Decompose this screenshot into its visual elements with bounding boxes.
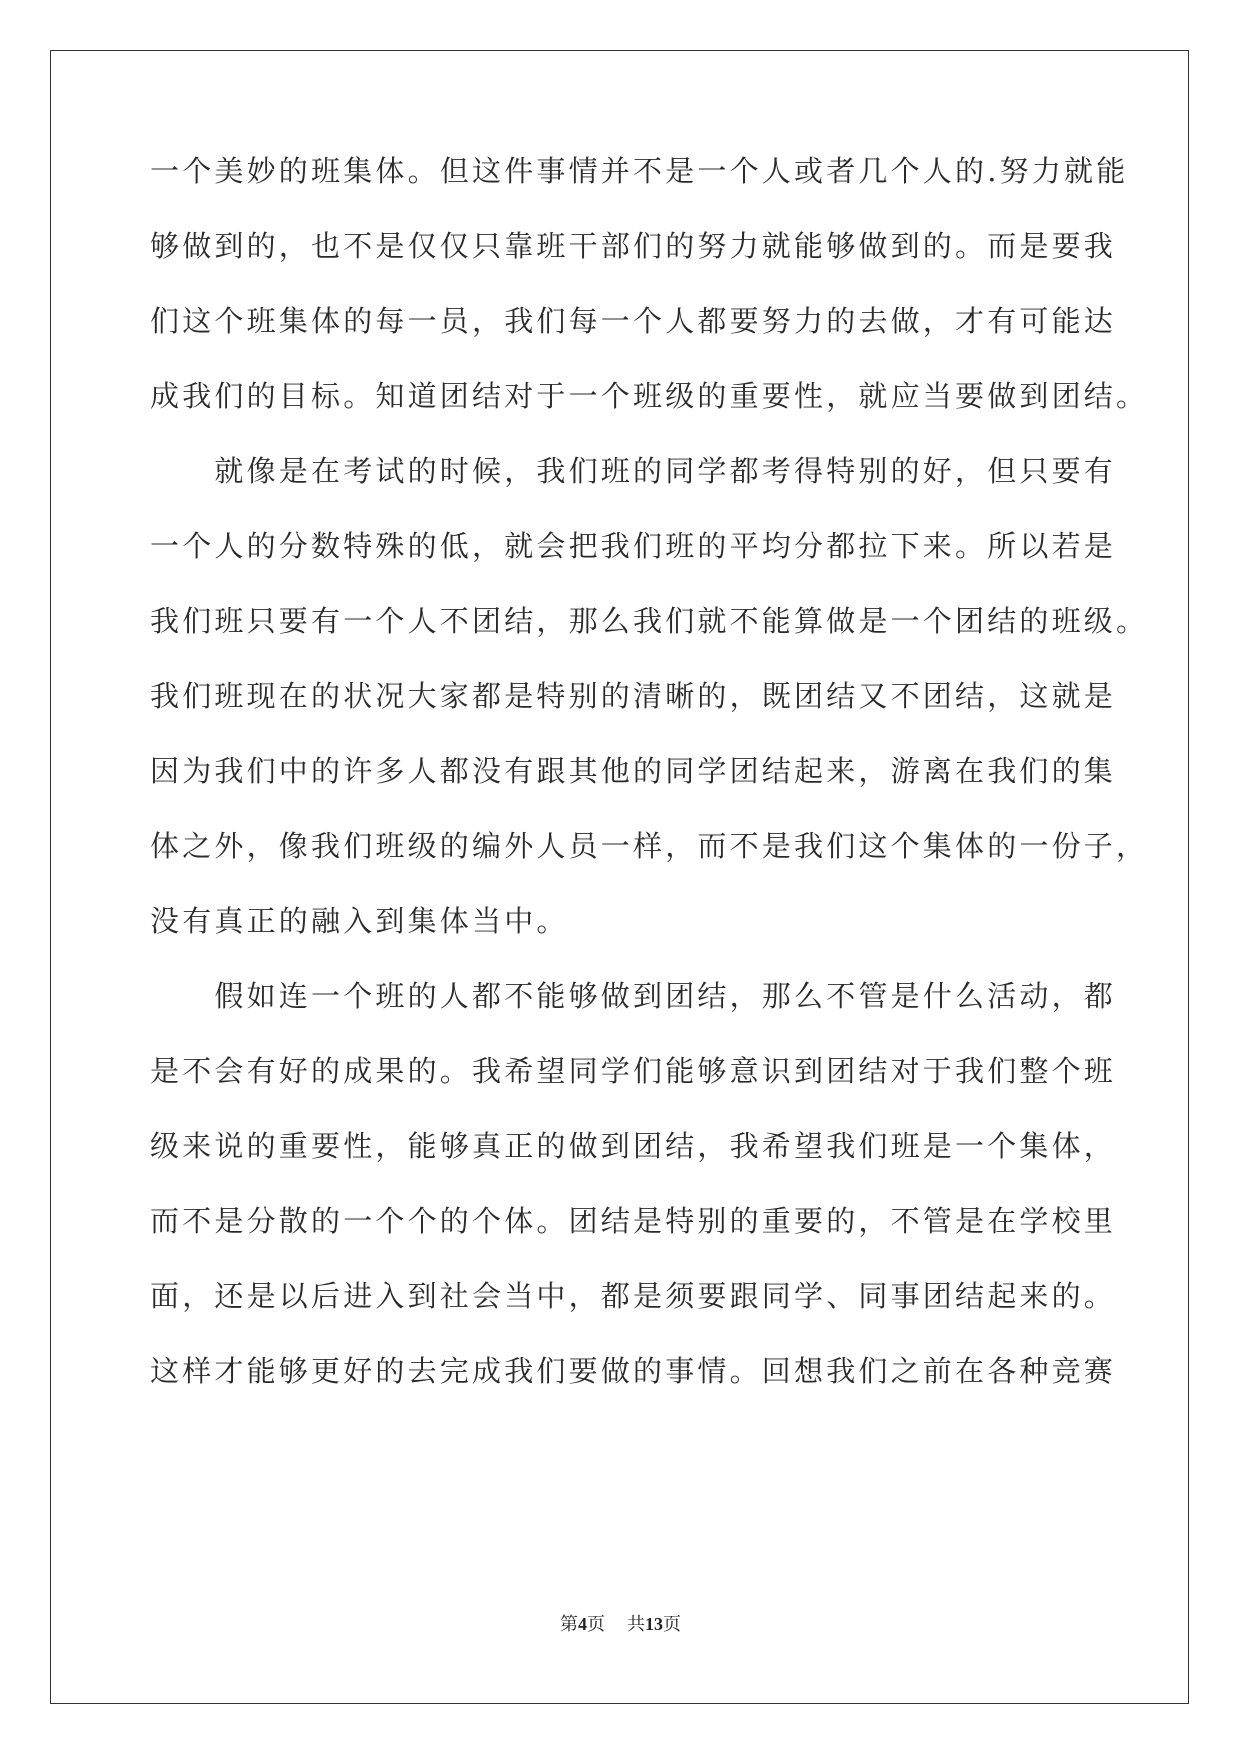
page-border bbox=[50, 50, 1189, 1704]
text-line: 没有真正的融入到集体当中。 bbox=[150, 904, 569, 938]
text-line: 就像是在考试的时候，我们班的同学都考得特别的好，但只要有 bbox=[150, 454, 1117, 488]
total-suffix: 页 bbox=[663, 1614, 681, 1634]
total-pages: 13 bbox=[645, 1614, 663, 1634]
page-suffix: 页 bbox=[587, 1614, 605, 1634]
page-number: 4 bbox=[578, 1614, 587, 1634]
text-line: 因为我们中的许多人都没有跟其他的同学团结起来，游离在我们的集 bbox=[150, 754, 1117, 788]
text-line: 我们班只要有一个人不团结，那么我们就不能算做是一个团结的班级。 bbox=[150, 604, 1149, 638]
text-line: 够做到的，也不是仅仅只靠班干部们的努力就能够做到的。而是要我 bbox=[150, 229, 1117, 263]
text-line: 们这个班集体的每一员，我们每一个人都要努力的去做，才有可能达 bbox=[150, 304, 1117, 338]
text-line: 成我们的目标。知道团结对于一个班级的重要性，就应当要做到团结。 bbox=[150, 379, 1149, 413]
total-prefix: 共 bbox=[627, 1614, 645, 1634]
text-line: 是不会有好的成果的。我希望同学们能够意识到团结对于我们整个班 bbox=[150, 1054, 1117, 1088]
text-line: 而不是分散的一个个的个体。团结是特别的重要的，不管是在学校里 bbox=[150, 1204, 1117, 1238]
text-line: 一个美妙的班集体。但这件事情并不是一个人或者几个人的.努力就能 bbox=[150, 154, 1129, 188]
text-line: 级来说的重要性，能够真正的做到团结，我希望我们班是一个集体， bbox=[150, 1129, 1117, 1163]
text-line: 这样才能够更好的去完成我们要做的事情。回想我们之前在各种竞赛 bbox=[150, 1354, 1117, 1388]
text-line: 我们班现在的状况大家都是特别的清晰的，既团结又不团结，这就是 bbox=[150, 679, 1117, 713]
page-footer bbox=[0, 1615, 1241, 1633]
text-line: 体之外，像我们班级的编外人员一样，而不是我们这个集体的一份子， bbox=[150, 829, 1149, 863]
text-line: 假如连一个班的人都不能够做到团结，那么不管是什么活动，都 bbox=[150, 979, 1117, 1013]
text-line: 一个人的分数特殊的低，就会把我们班的平均分都拉下来。所以若是 bbox=[150, 529, 1117, 563]
page-prefix: 第 bbox=[560, 1614, 578, 1634]
text-line: 面，还是以后进入到社会当中，都是须要跟同学、同事团结起来的。 bbox=[150, 1279, 1117, 1313]
